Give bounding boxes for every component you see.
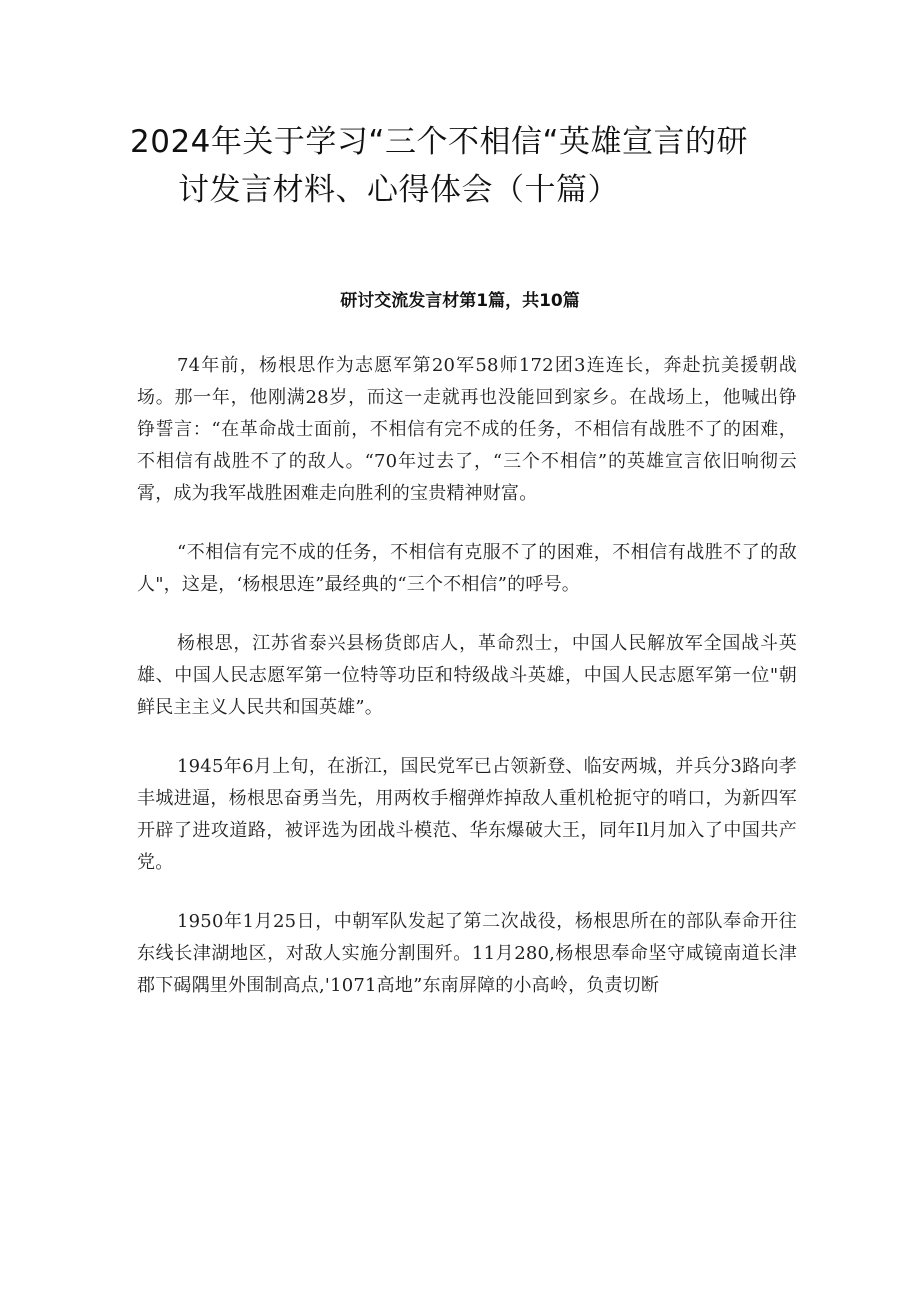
section-heading: 研讨交流发言材第1篇，共10篇	[340, 291, 580, 311]
title-line-1: 2024年关于学习“三个不相信“英雄宣言的研	[130, 124, 749, 160]
document-title	[130, 118, 810, 214]
paragraph: 1950年1月25日，中朝军队发起了第二次战役，杨根思所在的部队奉命开往东线长津湖地区，对敌人实施分割围歼。11月280,杨根思奉命坚守咸镜南道长津郡下碣隅里外围制高点,'1071高地”东南屏障的小高岭，负责切断	[137, 911, 797, 996]
title-line-2: 讨发言材料、心得体会（十篇）	[178, 172, 619, 208]
paragraph: 74年前，杨根思作为志愿军第20军58师172团3连连长，奔赴抗美援朝战场。那一年，他刚满28岁，而这一走就再也没能回到家乡。在战场上，他喊出铮铮誓言：“在革命战士面前，不相信有完不成的任务，不相信有战胜不了的困难，不相信有战胜不了的敌人。“70年过去了，“三个不相信”的英雄宣言依旧响彻云霄，成为我军战胜困难走向胜利的宝贵精神财富。	[137, 355, 797, 504]
document-body	[137, 350, 797, 1029]
paragraph: 杨根思，江苏省泰兴县杨货郎店人，革命烈士，中国人民解放军全国战斗英雄、中国人民志愿军第一位特等功臣和特级战斗英雄，中国人民志愿军第一位"朝鲜民主主义人民共和国英雄”。	[137, 633, 797, 718]
paragraph: “不相信有完不成的任务，不相信有克服不了的困难，不相信有战胜不了的敌人"，这是，‘杨根思连”最经典的“三个不相信”的呼号。	[137, 542, 797, 595]
paragraph: 1945年6月上旬，在浙江，国民党军已占领新登、临安两城，并兵分3路向孝丰城进逼，杨根思奋勇当先，用两枚手榴弹炸掉敌人重机枪扼守的哨口，为新四军开辟了进攻道路，被评选为团战斗模范、华东爆破大王，同年Il月加入了中国共产党。	[137, 756, 797, 873]
